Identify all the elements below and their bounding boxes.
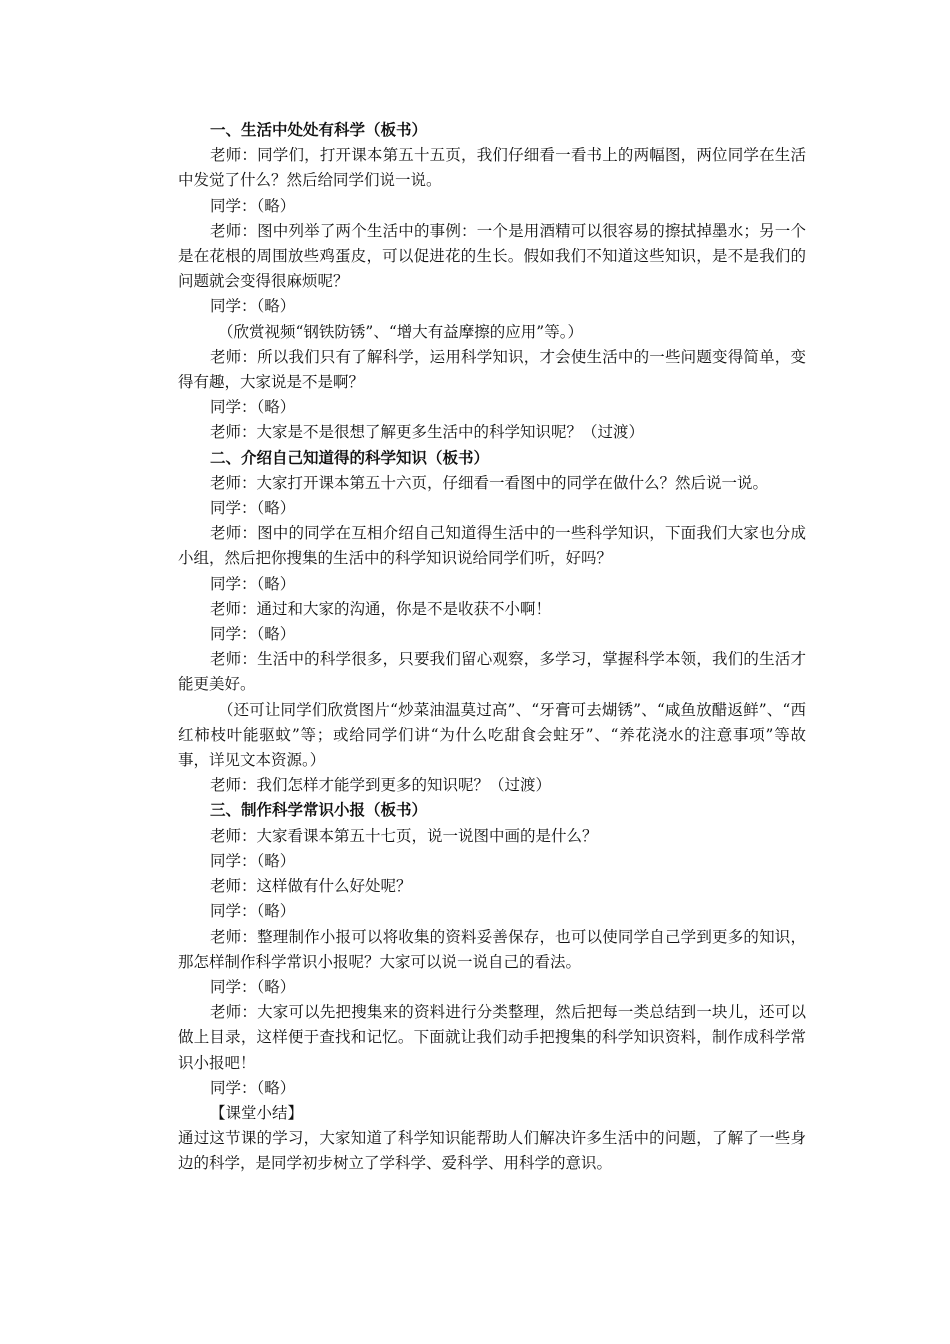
dialogue-teacher: 老师：所以我们只有了解科学，运用科学知识，才会使生活中的一些问题变得简单，变得有趣，大家说是不是啊？ xyxy=(178,347,806,392)
summary-text: 通过这节课的学习，大家知道了科学知识能帮助人们解决许多生活中的问题，了解了一些身边的科学，是同学初步树立了学科学、爱科学、用科学的意识。 xyxy=(178,1129,806,1173)
section-heading-3: 三、制作科学常识小报（板书） xyxy=(210,801,428,820)
summary-heading: 【课堂小结】 xyxy=(210,1103,304,1122)
section-heading-1: 一、生活中处处有科学（板书） xyxy=(210,121,428,139)
document-page xyxy=(178,118,806,1177)
dialogue-teacher: 老师：图中列举了两个生活中的事例：一个是用酒精可以很容易的擦拭掉墨水；另一个是在花根的周围放些鸡蛋皮，可以促进花的生长。假如我们不知道这些知识，是不是我们的问题就会变得很麻烦呢？ xyxy=(178,221,806,291)
dialogue-teacher: 老师：同学们，打开课本第五十五页，我们仔细看一看书上的两幅图，两位同学在生活中发觉了什么？然后给同学们说一说。 xyxy=(178,146,806,190)
activity-note: （欣赏视频“钢铁防锈”、“增大有益摩擦的应用”等。） xyxy=(218,322,583,341)
dialogue-student: 同学：（略） xyxy=(210,625,296,644)
dialogue-teacher: 老师：大家打开课本第五十六页，仔细看一看图中的同学在做什么？然后说一说。 xyxy=(210,473,769,492)
dialogue-teacher: 老师：这样做有什么好处呢？ xyxy=(210,877,412,896)
dialogue-teacher: 老师：图中的同学在互相介绍自己知道得生活中的一些科学知识，下面我们大家也分成小组，然后把你搜集的生活中的科学知识说给同学们听，好吗？ xyxy=(178,524,806,568)
dialogue-student: 同学：（略） xyxy=(210,196,296,215)
section-heading-2: 二、介绍自己知道得的科学知识（板书） xyxy=(210,448,490,467)
dialogue-teacher: 老师：大家是不是很想了解更多生活中的科学知识呢？（过渡） xyxy=(210,423,645,442)
dialogue-student: 同学：（略） xyxy=(210,977,296,996)
dialogue-student: 同学：（略） xyxy=(210,398,296,417)
dialogue-teacher: 老师：我们怎样才能学到更多的知识呢？（过渡） xyxy=(210,776,552,795)
activity-note: （还可让同学们欣赏图片“炒菜油温莫过高”、“牙膏可去煳锈”、“咸鱼放醋返鲜”、“西红柿枝叶能驱蚊”等；或给同学们讲“为什么吃甜食会蛀牙”、“养花浇水的注意事项”等故事，详见文本资源。） xyxy=(178,700,806,770)
dialogue-teacher: 老师：生活中的科学很多，只要我们留心观察，多学习，掌握科学本领，我们的生活才能更美好。 xyxy=(178,650,806,694)
dialogue-student: 同学：（略） xyxy=(210,851,296,870)
dialogue-student: 同学：（略） xyxy=(210,574,296,593)
dialogue-teacher: 老师：大家可以先把搜集来的资料进行分类整理，然后把每一类总结到一块儿，还可以做上目录，这样便于查找和记忆。下面就让我们动手把搜集的科学知识资料，制作成科学常识小报吧！ xyxy=(178,1003,806,1072)
dialogue-teacher: 老师：通过和大家的沟通，你是不是收获不小啊！ xyxy=(210,599,552,618)
dialogue-teacher: 老师：大家看课本第五十七页，说一说图中画的是什么？ xyxy=(210,826,598,845)
dialogue-student: 同学：（略） xyxy=(210,1078,296,1097)
dialogue-student: 同学：（略） xyxy=(210,902,296,921)
dialogue-student: 同学：（略） xyxy=(210,297,296,316)
dialogue-teacher: 老师：整理制作小报可以将收集的资料妥善保存，也可以使同学自己学到更多的知识，那怎样制作科学常识小报呢？大家可以说一说自己的看法。 xyxy=(178,927,806,971)
dialogue-student: 同学：（略） xyxy=(210,499,296,518)
